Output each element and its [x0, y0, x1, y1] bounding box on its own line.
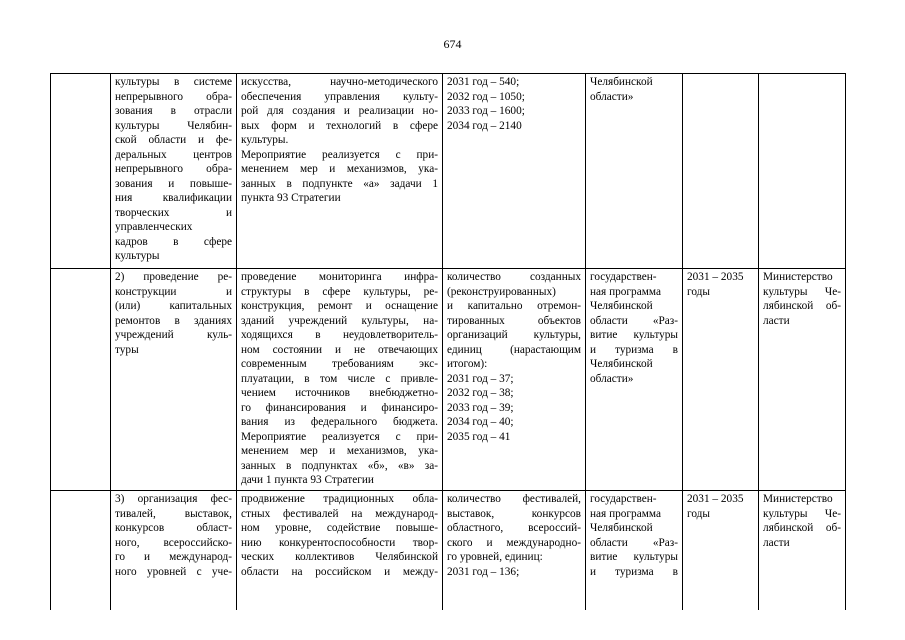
text-line: 2033 год – 39;: [447, 401, 514, 414]
text-line: области»: [590, 90, 634, 103]
text-line: Челябинской: [590, 76, 653, 88]
text-line: нию конкурентоспособности твор-: [241, 536, 438, 549]
program-cell: [586, 491, 683, 611]
text-line: туры: [115, 343, 139, 356]
text-line: лябинской об-: [763, 300, 841, 312]
text-line: рой для создания и реализации но-: [241, 105, 438, 117]
text-line: 3) организация фес-: [115, 493, 232, 505]
text-line: плуатации, в том числе с привле-: [241, 372, 438, 385]
text-line: Мероприятие реализуется с при-: [241, 430, 438, 443]
text-line: 2031 – 2035: [687, 271, 744, 283]
task-cell: [111, 491, 237, 611]
description-cell: [237, 269, 443, 491]
text-line: ческих коллективов Челябинской: [241, 551, 438, 563]
description-cell: [237, 491, 443, 611]
text-line: культуры Че-: [763, 507, 841, 520]
text-line: менением мер и механизмов, ука-: [241, 445, 438, 457]
text-line: ния квалификации: [115, 192, 232, 204]
text-line: итогом):: [447, 358, 488, 370]
text-line: ного, всероссийско-: [115, 536, 232, 549]
text-line: конструкции и: [115, 285, 232, 298]
text-line: ласти: [763, 536, 790, 549]
text-line: области на российском и между-: [241, 565, 438, 578]
text-line: кадров в сфере: [115, 235, 232, 248]
text-line: ходящихся в неудовлетворитель-: [241, 329, 438, 341]
text-line: вания из федерального бюджета.: [241, 416, 438, 428]
text-line: культуры Челябин-: [115, 119, 232, 132]
executor-cell: [759, 74, 846, 269]
text-line: искусства, научно-методического: [241, 76, 438, 88]
text-line: 2032 год – 38;: [447, 387, 514, 399]
text-line: чением источников внебюджетно-: [241, 387, 438, 399]
text-line: 2032 год – 1050;: [447, 90, 525, 103]
text-line: государствен-: [590, 493, 657, 505]
text-line: культуры.: [241, 134, 289, 146]
text-line: 2034 год – 40;: [447, 416, 514, 428]
indicator-cell: [443, 269, 586, 491]
text-line: непрерывного обра-: [115, 90, 232, 103]
text-line: вых форм и технологий в сфере: [241, 119, 438, 132]
text-line: области «Раз-: [590, 536, 678, 549]
indicator-cell: [443, 74, 586, 269]
text-line: занных в подпунктах «б», «в» за-: [241, 459, 438, 472]
text-line: годы: [687, 285, 711, 298]
text-line: областного, всероссий-: [447, 522, 581, 534]
text-line: ского и международно-: [447, 536, 581, 549]
executor-cell: [759, 491, 846, 611]
text-line: управленческих: [115, 221, 193, 233]
text-line: (или) капитальных: [115, 300, 232, 312]
number-cell: [51, 269, 111, 491]
text-line: менением мер и механизмов, ука-: [241, 163, 438, 175]
table-row: [51, 491, 846, 611]
measures-table: [50, 73, 846, 610]
text-line: деральных центров: [115, 148, 232, 161]
text-line: зования в отрасли: [115, 105, 232, 117]
text-line: ремонтов в зданиях: [115, 314, 232, 327]
text-line: 2034 год – 2140: [447, 119, 522, 132]
task-cell: [111, 74, 237, 269]
text-line: ном уровне, содействие повыше-: [241, 522, 438, 534]
text-line: го и международ-: [115, 551, 232, 563]
text-line: тивалей, выставок,: [115, 507, 232, 520]
text-line: конструкция, ремонт и оснащение: [241, 300, 438, 312]
period-cell: [683, 491, 759, 611]
text-line: ная программа: [590, 285, 661, 298]
table-row: [51, 269, 846, 491]
text-line: количество фестивалей,: [447, 493, 581, 505]
text-line: организаций культуры,: [447, 329, 581, 341]
text-line: витие культуры: [590, 329, 678, 341]
program-cell: [586, 74, 683, 269]
text-line: дачи 1 пункта 93 Стратегии: [241, 474, 374, 486]
text-line: и туризма в: [590, 565, 678, 578]
text-line: Министерство: [763, 271, 833, 283]
text-line: ная программа: [590, 507, 661, 520]
text-line: выставок, конкурсов: [447, 507, 581, 520]
text-line: и туризма в: [590, 343, 678, 356]
text-line: ного уровней с уче-: [115, 565, 232, 578]
page-number: 674: [443, 37, 462, 51]
text-line: учреждений куль-: [115, 329, 232, 341]
table-row: [51, 74, 846, 269]
text-line: лябинской об-: [763, 522, 841, 534]
text-line: го финансирования и финансиро-: [241, 401, 438, 414]
text-line: 2031 – 2035: [687, 493, 744, 505]
text-line: 2031 год – 540;: [447, 76, 520, 88]
text-line: государствен-: [590, 271, 657, 283]
text-line: непрерывного обра-: [115, 163, 232, 175]
text-line: структуры в сфере культуры, ре-: [241, 285, 438, 298]
number-cell: [51, 491, 111, 611]
task-cell: [111, 269, 237, 491]
text-line: современным требованиям экс-: [241, 358, 438, 370]
text-line: 2) проведение ре-: [115, 271, 232, 283]
program-cell: [586, 269, 683, 491]
text-line: стных фестивалей на международ-: [241, 507, 438, 520]
text-line: го уровней, единиц:: [447, 551, 543, 563]
text-line: ской области и фе-: [115, 134, 232, 146]
text-line: культуры Че-: [763, 285, 841, 298]
number-cell: [51, 74, 111, 269]
text-line: продвижение традиционных обла-: [241, 493, 438, 505]
text-line: обеспечения управления культу-: [241, 90, 438, 103]
text-line: 2033 год – 1600;: [447, 105, 525, 117]
text-line: зования и повыше-: [115, 177, 232, 190]
text-line: занных в подпункте «а» задачи 1: [241, 177, 438, 190]
text-line: Челябинской: [590, 358, 653, 370]
text-line: Министерство: [763, 493, 833, 505]
text-line: тированных объектов: [447, 314, 581, 327]
text-line: пункта 93 Стратегии: [241, 192, 341, 204]
period-cell: [683, 269, 759, 491]
text-line: витие культуры: [590, 551, 678, 563]
indicator-cell: [443, 491, 586, 611]
text-line: количество созданных: [447, 271, 581, 283]
text-line: ном состоянии и не отвечающих: [241, 343, 438, 356]
text-line: 2035 год – 41: [447, 430, 511, 443]
text-line: культуры в системе: [115, 76, 232, 88]
text-line: Мероприятие реализуется с при-: [241, 148, 438, 161]
text-line: Челябинской: [590, 522, 653, 534]
description-cell: [237, 74, 443, 269]
text-line: 2031 год – 37;: [447, 372, 514, 385]
text-line: зданий учреждений культуры, на-: [241, 314, 438, 327]
text-line: и капитально отремон-: [447, 300, 581, 312]
text-line: проведение мониторинга инфра-: [241, 271, 438, 283]
text-line: 2031 год – 136;: [447, 565, 520, 578]
text-line: единиц (нарастающим: [447, 343, 581, 356]
period-cell: [683, 74, 759, 269]
text-line: Челябинской: [590, 300, 653, 312]
text-line: области «Раз-: [590, 314, 678, 327]
text-line: культуры: [115, 250, 160, 262]
text-line: ласти: [763, 314, 790, 327]
text-line: творческих и: [115, 206, 232, 219]
text-line: конкурсов област-: [115, 522, 232, 534]
text-line: области»: [590, 372, 634, 385]
text-line: годы: [687, 507, 711, 520]
executor-cell: [759, 269, 846, 491]
text-line: (реконструированных): [447, 285, 556, 298]
